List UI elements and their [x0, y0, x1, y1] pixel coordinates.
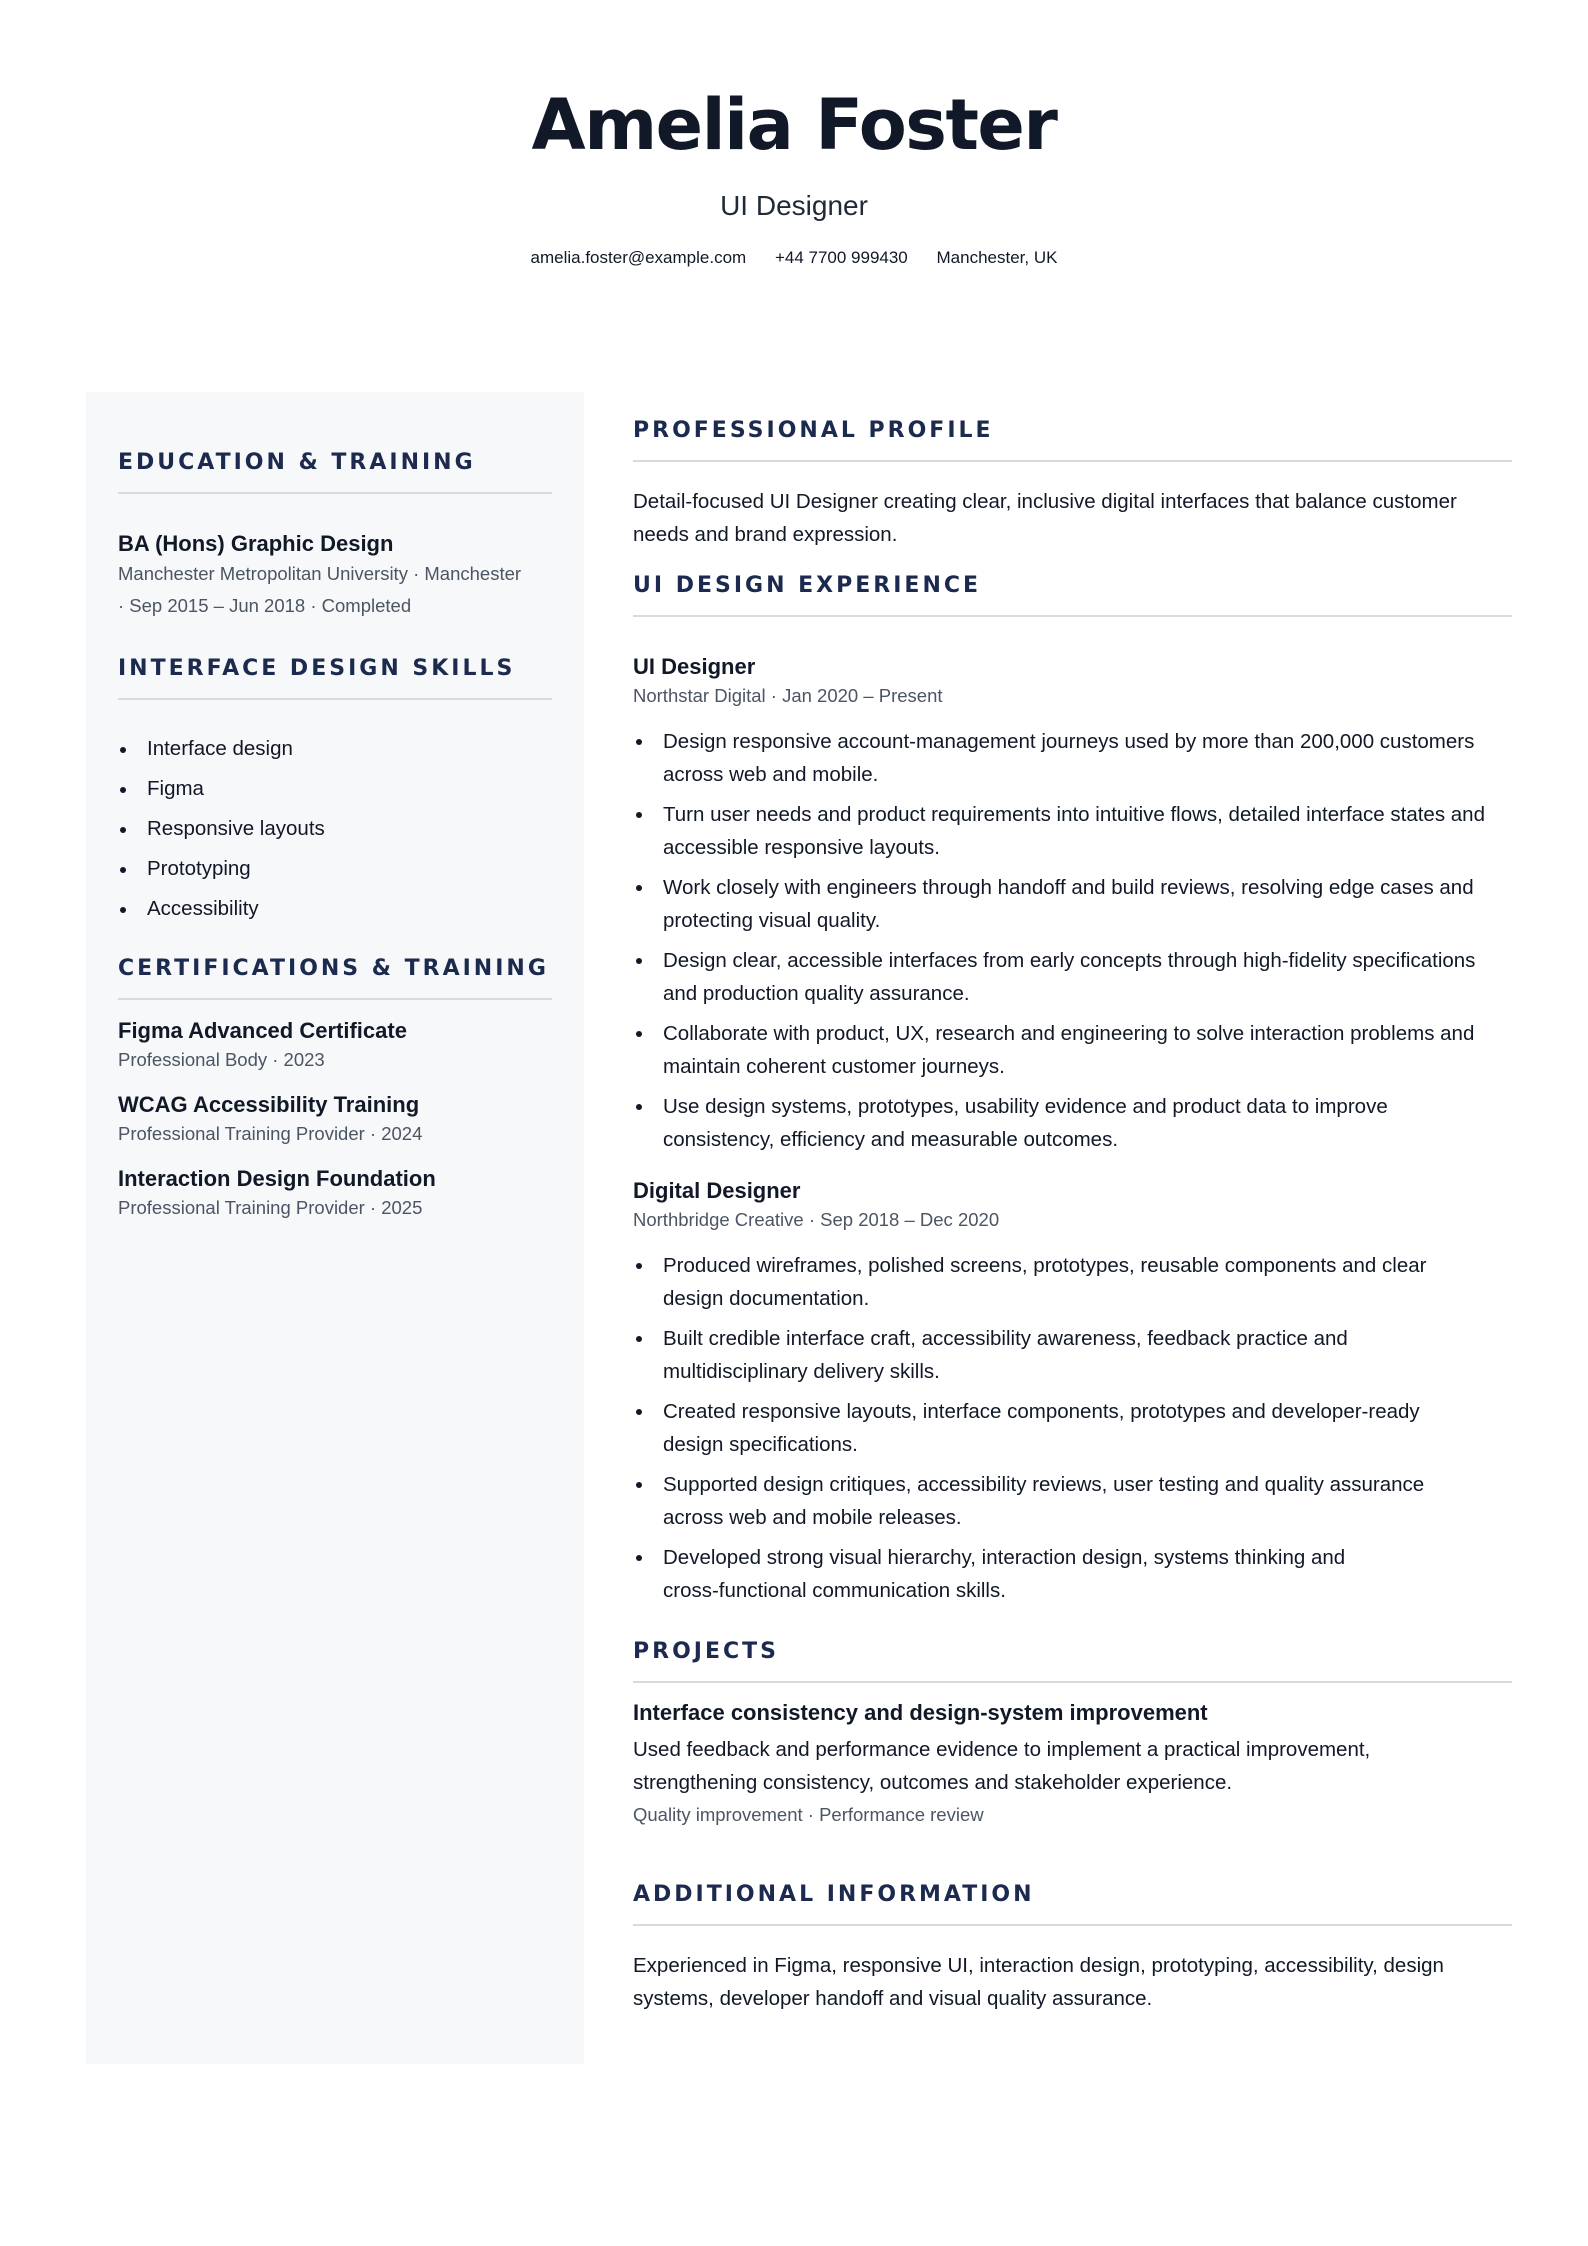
project-tags: Quality improvement · Performance review [633, 1804, 984, 1825]
job-title: Digital Designer [633, 1178, 801, 1203]
bullet-line: cross-functional communication skills. [663, 1578, 1006, 1602]
bullet-line: across web and mobile. [663, 762, 879, 786]
certification-item [118, 1092, 552, 1150]
job-entry [633, 654, 1512, 1156]
bullet-line: multidisciplinary delivery skills. [663, 1359, 940, 1383]
bullet-line: design specifications. [663, 1432, 858, 1456]
bullet-line: consistency, efficiency and measurable outcomes. [663, 1127, 1119, 1151]
bullet-item [633, 945, 1512, 1010]
project-description: strengthening consistency, outcomes and stakeholder experience. [633, 1770, 1233, 1794]
job-entry [633, 1178, 1512, 1607]
bullet-line: Work closely with engineers through handoff and build reviews, resolving edge cases and [663, 876, 1474, 899]
bullet-item [633, 1469, 1512, 1534]
project-description: Used feedback and performance evidence to implement a practical improvement, [633, 1738, 1371, 1761]
certification-item [118, 1018, 552, 1076]
bullet-item [633, 1396, 1512, 1461]
certifications-heading: CERTIFICATIONS & TRAINING [118, 956, 552, 1000]
bullet-line: Collaborate with product, UX, research and engineering to solve interaction problems and [663, 1022, 1475, 1045]
projects-heading: PROJECTS [633, 1639, 1512, 1683]
bullet-item [633, 799, 1512, 864]
job-title: UI Designer [633, 654, 756, 679]
education-detail: Manchester Metropolitan University · Manchester [118, 563, 522, 584]
resume-header [0, 84, 1588, 268]
education-degree: BA (Hons) Graphic Design [118, 531, 394, 556]
bullet-line: Built credible interface craft, accessibility awareness, feedback practice and [663, 1327, 1348, 1350]
job-meta: Northstar Digital · Jan 2020 – Present [633, 685, 943, 706]
additional-text: Experienced in Figma, responsive UI, interaction design, prototyping, accessibility, design [633, 1954, 1444, 1977]
contact-phone: +44 7700 999430 [774, 248, 908, 267]
bullet-line: Created responsive layouts, interface components, prototypes and developer-ready [663, 1400, 1420, 1423]
contact-line [0, 248, 1588, 268]
education-heading: EDUCATION & TRAINING [118, 450, 552, 494]
bullet-line: design documentation. [663, 1286, 870, 1310]
additional-text: systems, developer handoff and visual quality assurance. [633, 1986, 1153, 2010]
skill-item: Figma [118, 769, 552, 809]
bullet-item [633, 726, 1512, 791]
bullet-item [633, 872, 1512, 937]
sidebar [86, 392, 584, 2064]
bullet-item [633, 1250, 1512, 1315]
profile-heading: PROFESSIONAL PROFILE [633, 418, 1512, 462]
main-column [633, 392, 1512, 2015]
contact-email: amelia.foster@example.com [530, 248, 747, 267]
bullet-line: protecting visual quality. [663, 908, 881, 932]
job-bullets [633, 726, 1512, 1156]
bullet-item [633, 1323, 1512, 1388]
skills-heading: INTERFACE DESIGN SKILLS [118, 656, 552, 700]
certification-name: Figma Advanced Certificate [118, 1018, 407, 1043]
project-name: Interface consistency and design-system improvement [633, 1700, 1208, 1725]
additional-heading: ADDITIONAL INFORMATION [633, 1882, 1512, 1926]
bullet-line: Produced wireframes, polished screens, prototypes, reusable components and clear [663, 1254, 1427, 1277]
bullet-line: across web and mobile releases. [663, 1505, 962, 1529]
candidate-role: UI Designer [720, 190, 868, 221]
bullet-line: maintain coherent customer journeys. [663, 1054, 1005, 1078]
job-bullets [633, 1250, 1512, 1607]
bullet-line: Supported design critiques, accessibility reviews, user testing and quality assurance [663, 1473, 1425, 1496]
bullet-line: Use design systems, prototypes, usability evidence and product data to improve [663, 1095, 1388, 1118]
candidate-name: Amelia Foster [531, 84, 1057, 166]
experience-heading: UI DESIGN EXPERIENCE [633, 573, 1512, 617]
skills-list [118, 729, 552, 929]
profile-text: needs and brand expression. [633, 522, 898, 546]
bullet-line: Turn user needs and product requirements into intuitive flows, detailed interface states and [663, 803, 1485, 826]
bullet-line: Design clear, accessible interfaces from early concepts through high-fidelity specifications [663, 949, 1476, 972]
certification-meta: Professional Training Provider · 2024 [118, 1123, 423, 1144]
job-meta: Northbridge Creative · Sep 2018 – Dec 2020 [633, 1209, 1000, 1230]
bullet-item [633, 1542, 1512, 1607]
bullet-item [633, 1018, 1512, 1083]
certification-meta: Professional Training Provider · 2025 [118, 1197, 423, 1218]
certification-name: WCAG Accessibility Training [118, 1092, 420, 1117]
bullet-line: Developed strong visual hierarchy, interaction design, systems thinking and [663, 1546, 1346, 1569]
bullet-line: accessible responsive layouts. [663, 835, 940, 859]
skill-item: Responsive layouts [118, 809, 552, 849]
bullet-line: and production quality assurance. [663, 981, 970, 1005]
skill-item: Prototyping [118, 849, 552, 889]
bullet-line: Design responsive account-management journeys used by more than 200,000 customers [663, 730, 1475, 753]
bullet-item [633, 1091, 1512, 1156]
skill-item: Interface design [118, 729, 552, 769]
skill-item: Accessibility [118, 889, 552, 929]
education-detail: · Sep 2015 – Jun 2018 · Completed [118, 595, 412, 616]
contact-location: Manchester, UK [936, 248, 1058, 267]
certification-meta: Professional Body · 2023 [118, 1049, 325, 1070]
certification-item [118, 1166, 552, 1224]
certification-name: Interaction Design Foundation [118, 1166, 436, 1191]
profile-text: Detail-focused UI Designer creating clear, inclusive digital interfaces that balance customer [633, 490, 1457, 513]
